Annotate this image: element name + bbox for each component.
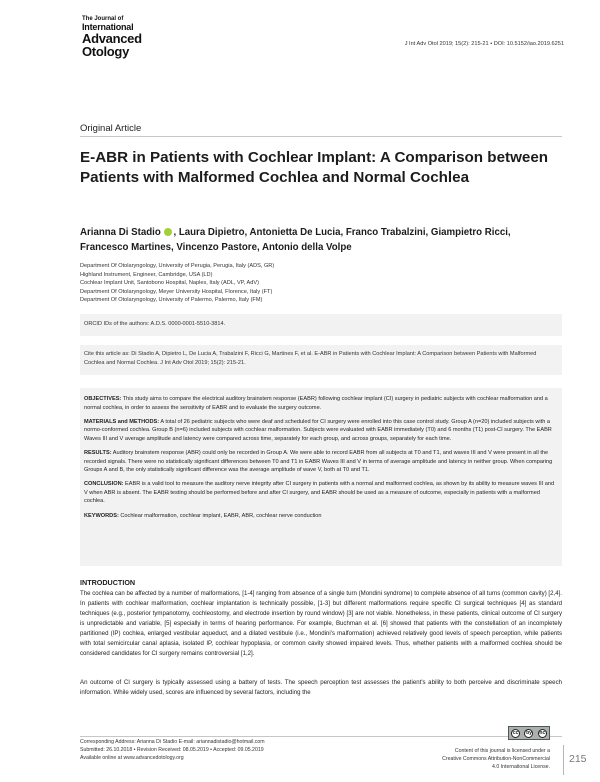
- keywords-text: Cochlear malformation, cochlear implant, EABR, ABR, cochlear nerve conduction: [118, 512, 322, 519]
- logo-line-3: Advanced: [82, 31, 142, 46]
- abstract-keywords: [84, 512, 558, 521]
- abstract-results: [84, 449, 558, 475]
- divider: [80, 136, 562, 137]
- abstract-methods: [84, 418, 558, 444]
- license-line: Content of this journal is licensed under a: [454, 748, 550, 754]
- journal-logo: [82, 16, 142, 58]
- online-availability: Available online at www.advancedotology.org: [80, 754, 184, 761]
- license-line: 4.0 International License.: [492, 763, 550, 770]
- body-paragraph: An outcome of CI surgery is typically assessed using a battery of tests. The speech perception test assesses the patient's ability to both perceive and discriminate speech information. While widely used, scores are influenced by several factors, including the: [80, 679, 562, 696]
- orcid-icon[interactable]: [164, 228, 172, 236]
- conclusion-text: EABR is a valid tool to measure the auditory nerve integrity after CI surgery in patients with a normal and malformed cochlea, as shown by its ability to measure waves III and V when ABR is absent. The EABR testing should be performed before and after CI surgery, and EABR should be used as a measure of outcome, especially in patients with a malformed cochlea.: [84, 481, 555, 505]
- footer-left: [80, 739, 265, 762]
- other-authors: , Laura Dipietro, Antonietta De Lucia, Franco Trabalzini, Giampietro Ricci, Francesco Martines, Vincenzo Pastore, Antonio della Volpe: [80, 227, 511, 253]
- first-author: Arianna Di Stadio: [80, 227, 161, 238]
- license-text: [442, 748, 550, 771]
- logo-line-4: Otology: [82, 44, 130, 59]
- affiliation: Department Of Otolaryngology, Meyer University Hospital, Florence, Italy (FT): [80, 288, 273, 295]
- keywords-label: KEYWORDS:: [84, 512, 119, 519]
- section-heading: INTRODUCTION: [80, 578, 136, 587]
- affiliation: Department Of Otolaryngology, University of Perugia, Perugia, Italy (ADS, GR): [80, 263, 275, 269]
- abstract-objectives: [84, 395, 558, 412]
- page-number-divider: [563, 745, 564, 775]
- results-text: Auditory brainstem response (ABR) could only be recorded in Group A. We were able to record EABR from all subjects at T0 and T1, and waves III and V were present in all the recorded signals. There were no statistically significant differences between T0 and T1 in EABR Waves III and V in terms of average amplitude and latency in neither group. When comparing Groups A and B, the only statistically significant difference was the average amplitude of wave V, both at T0 and T1.: [84, 449, 553, 474]
- article-type: Original Article: [80, 123, 142, 134]
- affiliation: Department Of Otolaryngology, University of Palermo, Palermo, Italy (FM): [80, 297, 263, 304]
- results-label: RESULTS:: [84, 449, 112, 456]
- cc-icon: cc: [512, 729, 519, 736]
- logo-line-1: The Journal of: [82, 16, 124, 22]
- by-icon: by: [526, 729, 532, 736]
- affiliation: Highland Instrument, Engineer, Cambridge, USA (LD): [80, 271, 213, 278]
- abstract-conclusion: [84, 480, 558, 506]
- page-footer: [80, 729, 550, 772]
- orcid-text: ORCID IDs of the authors: A.D.S. 0000-0001-5510-3814.: [84, 321, 226, 327]
- orcid-box: [80, 314, 562, 336]
- page-number: 215: [569, 753, 587, 765]
- nc-icon: nc: [539, 729, 546, 736]
- logo-line-2: International: [82, 22, 134, 32]
- objectives-label: OBJECTIVES:: [84, 396, 122, 402]
- submission-dates: Submitted: 26.10.2018 • Revision Received: 08.05.2019 • Accepted: 09.05.2019: [80, 746, 264, 753]
- body-paragraph: The cochlea can be affected by a number of malformations, [1-4] ranging from absence of a single turn (Mondini syndrome) to complete absence of all turns (common cavity) [2,4]. In patients with cochlear malformation, cochlear implantation is technically possible, [1-3] but different malformations require specific CI surgical techniques [4] as standard techniques (e.g., posterior tympanotomy, cochleostomy, and electrode insertion by round window) [3] are not viable. Nonetheless, in these patients, clinical outcome of CI surgery is unpredictable and variable, [5] especially in terms of hearing performance. For example, Buchman et al. [6] showed that patients with the constellation of an incompletely partitioned (IP) cochlea, enlarged vestibular aqueduct, and a dilated vestibule (i.e., Mondini's malformation) achieved relatively good levels of speech perception, while patients with total semicircular canal aplasia, isolated IP, cochlear hypoplasia, or common cavity showed impaired levels. Thus, whether patients with a malformed cochlea should be considered candidates for CI surgery remains controversial [1,2].: [80, 590, 562, 657]
- methods-label: MATERIALS and METHODS:: [84, 418, 160, 425]
- citation-text: Cite this article as: Di Stadio A, Dipietro L, De Lucia A, Trabalzini F, Ricci G, Martines F, et al. E-ABR in Patients with Cochlear Implant: A Comparison between Patients with Malformed Cochlea and Normal Cochlea. J Int Adv Otol 2019; 15(2): 215-21.: [84, 351, 537, 366]
- conclusion-label: CONCLUSION:: [84, 481, 124, 488]
- license-link[interactable]: Creative Commons Attribution-NonCommercial: [442, 755, 550, 762]
- affiliation: Cochlear Implant Unit, Santobono Hospital, Naples, Italy (ADL, VP, AdV): [80, 280, 259, 287]
- corresponding-address: Corresponding Address: Arianna Di Stadio E-mail: ariannadistadio@hotmail.com: [80, 739, 265, 745]
- objectives-text: This study aims to compare the electrical auditory brainstem response (EABR) following cochlear implant (CI) surgery in pediatric subjects with cochlear malformation and a normal cochlea, in order to assess the sensitivity of EABR and to evaluate the surgery outcome.: [84, 396, 548, 411]
- author-list: [80, 226, 560, 255]
- citation-box: [80, 345, 562, 375]
- footer-divider: [80, 736, 562, 737]
- article-title: E-ABR in Patients with Cochlear Implant: A Comparison between Patients with Malformed Cochlea and Normal Cochlea: [80, 149, 549, 186]
- methods-text: A total of 26 pediatric subjects who were deaf and scheduled for CI surgery were enrolled into this case control study. Group A (n=20) included subjects with a normo-conformed cochlea. Group B (n=6) included subjects with cochlear malformation. Subjects were evaluated with EABR immediately (T0) and 6 months (T1) post-CI surgery. The EABR Waves III and V average amplitude and latency were compared across time, separately for each group, and across groups, separately for each time.: [84, 418, 552, 442]
- abstract-box: [80, 388, 562, 566]
- cc-license-badge-icon[interactable]: [508, 726, 550, 740]
- header-citation: J Int Adv Otol 2019; 15(2): 215-21 • DOI: 10.5152/iao.2019.6251: [404, 41, 564, 47]
- affiliations: [80, 262, 560, 305]
